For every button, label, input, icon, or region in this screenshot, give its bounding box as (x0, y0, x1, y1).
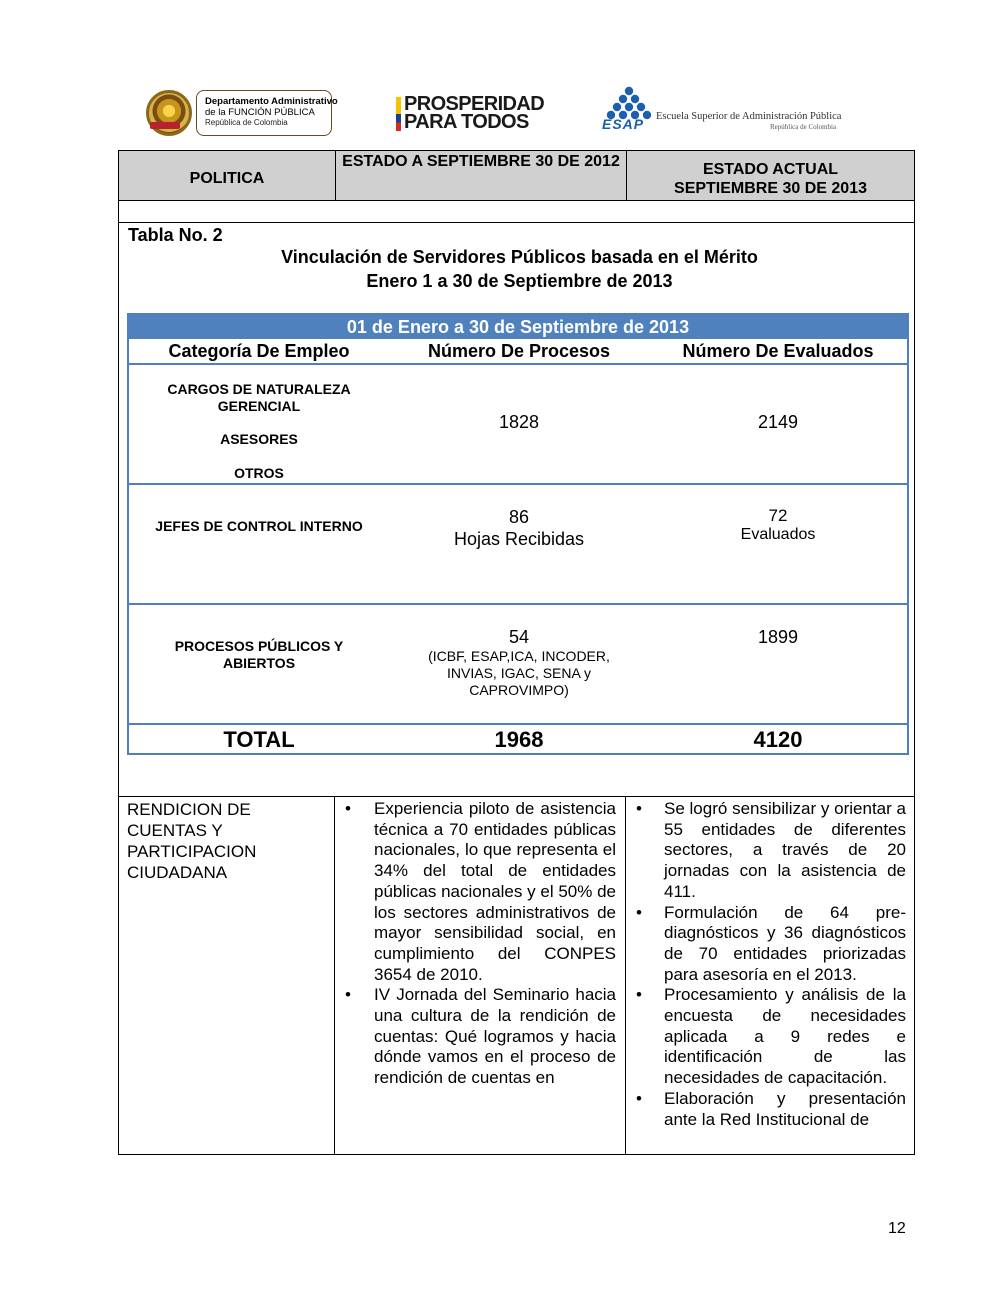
procesos-value: 54 (508, 627, 530, 647)
list-item-text: Se logró sensibilizar y orientar a 55 entidades de diferentes sectores, a través de 20 jornadas con la asistencia de 411. (664, 799, 906, 901)
list-item-text: Experiencia piloto de asistencia técnica a 70 entidades públicas nacionales, lo que representa el 34% del total de entidades públicas nacionales y el 50% de los sectores administrativos de mayor sensibilidad social, en cumplimiento del CONPES 3654 de 2010. (374, 799, 616, 984)
column-header-procesos: Número De Procesos (427, 341, 611, 361)
merit-table-column-headers (129, 339, 907, 365)
dafp-line1: Departamento Administrativo (205, 96, 338, 107)
list-item (626, 799, 914, 903)
header-logos (0, 0, 998, 148)
merit-table (127, 313, 909, 755)
prosperidad-line2: PARA TODOS (404, 111, 529, 133)
list-item (626, 985, 914, 1089)
list-item-text: Elaboración y presentación ante la Red Institucional de (664, 1088, 906, 1129)
evaluados-note: Evaluados (740, 526, 816, 543)
category-cell (129, 638, 389, 672)
seal-ribbon (150, 122, 180, 129)
procesos-cell (389, 506, 649, 550)
prosperidad-text (404, 95, 544, 131)
total-row (129, 725, 907, 753)
bullet-icon: • (636, 799, 642, 818)
total-procesos: 1968 (494, 727, 544, 752)
procesos-note: (ICBF, ESAP,ICA, INCODER, INVIAS, IGAC, SENA y CAPROVIMPO) (428, 648, 610, 698)
esap-wordmark: ESAP (602, 116, 645, 132)
estado-2013-cell (626, 797, 914, 1155)
evaluados-value: 72 (768, 506, 788, 525)
category-label: CARGOS DE NATURALEZA GERENCIAL (167, 381, 351, 414)
bullet-icon: • (345, 799, 351, 818)
estado-2013-list (626, 797, 914, 1130)
bullet-icon: • (636, 985, 642, 1005)
prosperidad-line1: PROSPERIDAD (404, 93, 545, 115)
tabla-title-line1: Vinculación de Servidores Públicos basada en el Mérito (281, 247, 758, 267)
dafp-label-box (196, 90, 338, 136)
estado-2012-cell (335, 797, 626, 1155)
category-label: OTROS (234, 465, 284, 481)
politica-cell: RENDICION DE CUENTAS Y PARTICIPACION CIUDADANA (119, 797, 335, 1155)
table-row (129, 365, 907, 485)
header-politica: POLITICA (189, 170, 265, 187)
category-label: PROCESOS PÚBLICOS Y ABIERTOS (174, 638, 344, 671)
evaluados-value: 1899 (757, 627, 799, 647)
esap-subtitle: República de Colombia (770, 123, 837, 131)
total-evaluados: 4120 (753, 727, 803, 752)
estado-2012-list (335, 797, 625, 1089)
policy-table (118, 150, 915, 1155)
column-header-evaluados: Número De Evaluados (682, 341, 874, 361)
evaluados-cell (649, 506, 907, 543)
list-item (626, 903, 914, 986)
procesos-value: 86 (508, 507, 530, 527)
category-cell (129, 381, 389, 482)
evaluados-value: 2149 (757, 412, 799, 432)
rendicion-row (119, 796, 914, 1155)
colombia-seal-icon (146, 90, 192, 136)
header-estado-actual-line1: ESTADO ACTUAL (702, 160, 839, 178)
tabla-label: Tabla No. 2 (128, 225, 223, 245)
tabla-title-line2: Enero 1 a 30 de Septiembre de 2013 (366, 271, 673, 291)
esap-logo (602, 86, 842, 136)
header-estado-actual-line2: SEPTIEMBRE 30 DE 2013 (674, 179, 867, 197)
list-item (335, 985, 625, 1089)
prosperidad-logo (396, 95, 548, 135)
merit-table-banner: 01 de Enero a 30 de Septiembre de 2013 (129, 315, 907, 339)
empty-row (119, 201, 914, 223)
dafp-logo (142, 88, 338, 140)
column-header-categoria: Categoría De Empleo (168, 341, 350, 361)
esap-dots-icon (606, 86, 652, 120)
list-item (626, 1089, 914, 1130)
list-item-text: Procesamiento y análisis de la encuesta de necesidades aplicada a 9 redes e identificación de las necesidades de capacitación. (664, 985, 906, 1088)
list-item-text: IV Jornada del Seminario hacia una cultura de la rendición de cuentas: Qué logramos y hacia dónde vamos en el proceso de rendición de cuentas en (374, 985, 616, 1088)
category-label: JEFES DE CONTROL INTERNO (155, 518, 363, 534)
list-item-text: Formulación de 64 pre-diagnósticos y 36 diagnósticos de 70 entidades priorizadas para asesoría en el 2013. (664, 902, 906, 984)
tabla-title (119, 245, 917, 293)
list-item (335, 799, 625, 985)
header-estado-2012: ESTADO A SEPTIEMBRE 30 DE 2012 (335, 151, 626, 200)
header-estado-actual (626, 151, 914, 200)
table-header-row (119, 151, 914, 201)
bullet-icon: • (345, 985, 351, 1005)
procesos-value: 1828 (498, 412, 540, 432)
category-label: ASESORES (220, 431, 298, 447)
flag-stripe-icon (396, 97, 401, 131)
table-row (129, 485, 907, 605)
dafp-line3: República de Colombia (205, 118, 288, 127)
procesos-note: Hojas Recibidas (453, 529, 585, 549)
page-number: 12 (888, 1220, 906, 1237)
bullet-icon: • (636, 902, 642, 922)
procesos-cell (389, 626, 649, 699)
esap-name: Escuela Superior de Administración Pública (656, 111, 842, 122)
total-label: TOTAL (223, 727, 295, 752)
dafp-line2: de la FUNCIÓN PÚBLICA (205, 107, 315, 118)
table-row (129, 605, 907, 725)
bullet-icon: • (636, 1088, 642, 1108)
